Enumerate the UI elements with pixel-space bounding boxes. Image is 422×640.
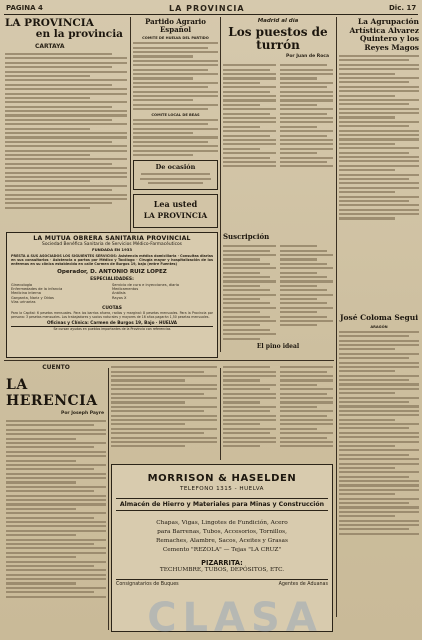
specialty: Rayos X <box>112 295 127 300</box>
specialty: Medicina interna <box>11 291 41 296</box>
lea-provincia: LA PROVINCIA <box>143 211 208 220</box>
headline: José Coloma Segui <box>339 314 419 322</box>
masthead <box>4 3 418 15</box>
specialty: Ginecología <box>11 282 33 287</box>
paragraph-title: El pino ideal <box>256 342 300 350</box>
article-body <box>339 331 419 535</box>
specialty: Servicio de cura e inyecciones, diario <box>112 282 180 287</box>
specialty: Enfermedades de la infancia <box>11 287 63 292</box>
ad-pizarrita-items: TECHUMBRE, TUBOS, DEPÓSITOS, ETC. <box>159 567 285 573</box>
headline: LA PROVINCIA <box>5 18 94 29</box>
headline: Los puestos de turrón <box>228 25 328 52</box>
article-continued <box>223 364 333 460</box>
column-rule <box>336 17 337 617</box>
article-herencia-continued <box>111 364 217 460</box>
headline: La Agrupación Artística Alvarez Quintero y los Reyes Magos <box>349 18 419 52</box>
ad-mutua-obrera <box>6 232 218 358</box>
ad-phone: TELEFONO 1315 - HUELVA <box>179 486 265 492</box>
ad-specialties-left <box>11 283 112 305</box>
specialty: Análisis <box>112 291 126 296</box>
article-body <box>5 53 127 209</box>
kicker: CUENTO <box>42 364 70 371</box>
column-rule <box>220 230 221 352</box>
column-rule <box>130 17 131 237</box>
watermark-stamp: CLASA <box>147 595 323 640</box>
ad-footer <box>116 579 328 587</box>
box-de-ocasion <box>133 160 218 190</box>
ad-line: Cemento "REZOLA" — Tejas "LA CRUZ" <box>162 547 282 553</box>
box-lea-usted <box>133 194 218 228</box>
specialty: Medicamentos <box>112 287 139 292</box>
lea-usted: Lea usted <box>153 199 198 209</box>
ad-headline: Almacén de Hierro y Materiales para Minas y Construcción <box>116 498 328 511</box>
section-cartaya: CARTAYA <box>35 43 65 50</box>
ad-specialties-title: ESPECIALIDADES: <box>90 276 134 282</box>
headline-continued: en la provincia <box>35 28 123 40</box>
section-rule <box>4 360 334 361</box>
ad-surgeon: Operador, D. ANTONIO RUIZ LOPEZ <box>57 268 167 275</box>
headline: Suscripción <box>223 232 270 241</box>
ad-pizarrita: PIZARRITA: <box>201 559 243 567</box>
ad-line: Chapas, Vigas, Lingotes de Fundición, Acero <box>156 520 288 526</box>
ad-title: MORRISON & HASELDEN <box>147 473 297 484</box>
article-puestos-turron <box>223 18 333 230</box>
column-rule <box>220 17 221 237</box>
ad-intro: PRESTA A SUS ASOCIADOS LOS SIGUIENTES SERVICIOS: Asistencia médica domiciliaria · Consultas diarias en sus consultorios · Asistencia a partos por Médico y Tocólogo · Cirugía mayor y hospitalización de los enfermos en su clínica establecida en calle Carmen de Burgos 19, bajo (entre Fuentes) <box>11 254 213 267</box>
ad-title: LA MUTUA OBRERA SANITARIA PROVINCIAL <box>33 235 191 242</box>
ad-fee-title: CUOTAS <box>102 305 122 311</box>
ad-footer-left: Consignatarios de Buques <box>116 582 179 587</box>
article-agrupacion <box>339 18 419 318</box>
ad-subtitle: Sociedad Benéfica Sanitaria de Servicios Médico-Farmacéuticos <box>42 242 182 247</box>
column-rule <box>108 368 109 630</box>
ad-footer-right: Agentes de Aduanas <box>278 582 328 587</box>
byline: Por Juan de Roca <box>286 54 329 59</box>
ad-specialties <box>11 283 213 305</box>
ad-products <box>116 519 328 555</box>
ad-specialties-right <box>112 283 213 305</box>
subhead: COMITE DE HUELVA DEL PARTIDO <box>142 36 209 40</box>
article-la-herencia <box>6 364 106 634</box>
ad-fees: Para la Capital: 6 pesetas mensuales. Para los barrios afuera, radios y marginal: 8 pesetas mensuales. Para la Provincia por persona: 3 pesetas mensuales. Los trabajadores y socios naturales y mayores de 16 años pagarán 1,50 pesetas mensuales. <box>11 310 213 319</box>
subhead: ARAGÓN <box>370 324 388 329</box>
page-number: PAGINA 4 <box>6 4 43 12</box>
article-body <box>223 62 333 170</box>
ad-notice: Se cursan ayudas en pueblos importantes de la Provincia con referencias <box>11 326 213 331</box>
headline: Partido Agrario Español <box>145 18 206 34</box>
article-body <box>6 420 106 598</box>
subhead: COMITE LOCAL DE BEAS <box>151 112 200 117</box>
ad-founded: FUNDADA EN 1933 <box>91 247 133 252</box>
ad-line: Remaches, Alambre, Sacos, Aceites y Grasas <box>156 538 288 544</box>
ad-office: Oficinas y Clínica: Carmen de Burgos 19, Bajo · HUELVA <box>46 319 178 325</box>
article-body <box>339 55 419 220</box>
specialty: Vías urinarias <box>11 300 36 305</box>
masthead-date: Dic. 17 <box>389 4 417 12</box>
subscription-list <box>223 243 333 342</box>
article-body <box>133 42 218 110</box>
byline: Por Joseph Payre <box>61 411 104 416</box>
column-rule <box>220 368 221 460</box>
specialty: Garganta, Nariz y Oídos <box>11 295 54 300</box>
article-obituary <box>339 314 419 614</box>
box-title: De ocasión <box>155 163 196 171</box>
kicker: Madrid al día <box>257 18 299 24</box>
article-suscripcion <box>223 232 333 358</box>
ad-line: para Barrenas, Tubos, Accesorios, Tornillos, <box>157 529 287 535</box>
masthead-title: LA PROVINCIA <box>169 4 245 13</box>
headline: LA HERENCIA <box>6 377 98 409</box>
article-provincia <box>5 18 127 228</box>
article-body <box>133 119 218 156</box>
